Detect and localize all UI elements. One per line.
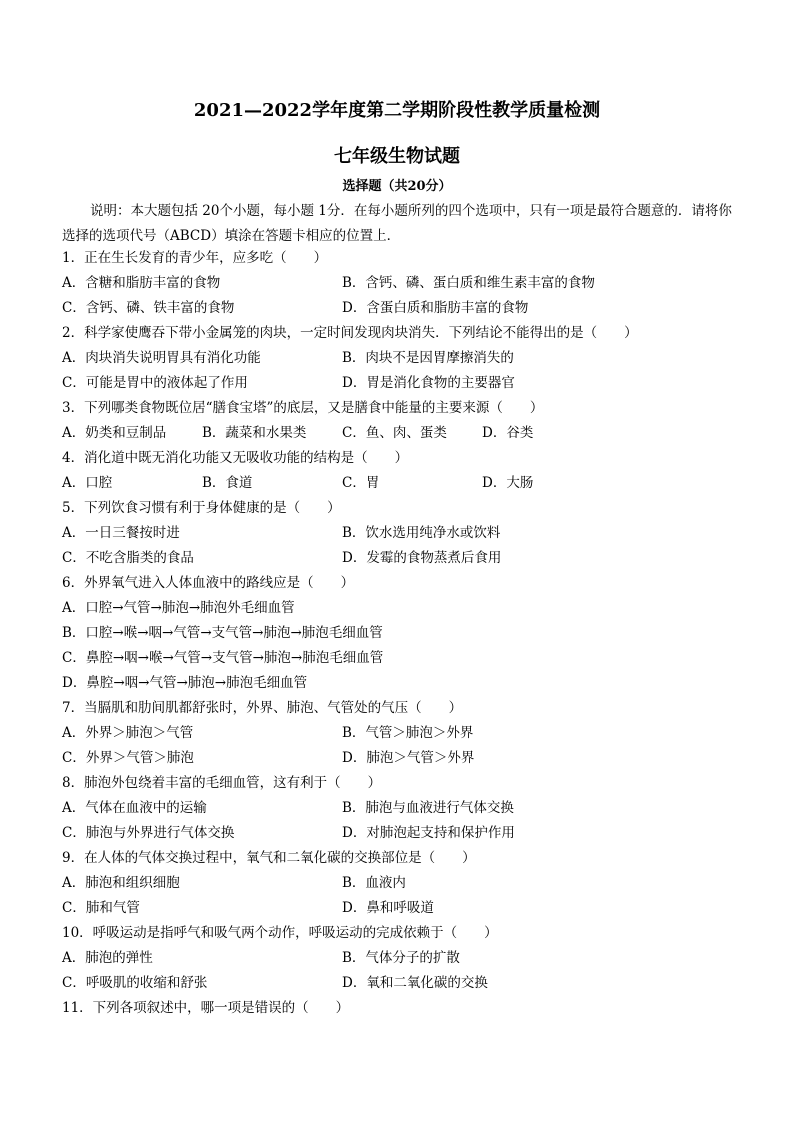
option: A．口腔 [62, 475, 113, 491]
question-stem: 11．下列各项叙述中，哪一项是错误的（ ） [62, 1000, 350, 1016]
option-row [62, 896, 742, 921]
option: B．气体分子的扩散 [342, 950, 460, 966]
option: A．奶类和豆制品 [62, 425, 167, 441]
option: D．鼻和呼吸道 [342, 900, 434, 916]
question-stem: 9．在人体的气体交换过程中，氧气和二氧化碳的交换部位是（ ） [62, 850, 476, 866]
option: D．胃是消化食物的主要器官 [342, 375, 515, 391]
option: C．外界＞气管＞肺泡 [62, 750, 194, 766]
option: A．肺泡和组织细胞 [62, 875, 180, 891]
option: D．大肠 [482, 475, 534, 491]
option: C．胃 [342, 475, 380, 491]
question-stem: 2．科学家使鹰吞下带小金属笼的肉块，一定时间发现肉块消失．下列结论不能得出的是（ ） [62, 325, 638, 341]
option: B．气管＞肺泡＞外界 [342, 725, 474, 741]
option-row [62, 521, 742, 546]
option-row [62, 546, 742, 571]
option-row [62, 271, 742, 296]
exam-title: 2021—2022学年度第二学期阶段性教学质量检测 [193, 100, 601, 121]
option-row [62, 646, 742, 671]
option: A．外界＞肺泡＞气管 [62, 725, 194, 741]
question-stem: 4．消化道中既无消化功能又无吸收功能的结构是（ ） [62, 450, 409, 466]
option-row [62, 821, 742, 846]
option: A．肺泡的弹性 [62, 950, 153, 966]
question-stem: 5．下列饮食习惯有利于身体健康的是（ ） [62, 500, 341, 516]
option: C．鼻腔→咽→喉→气管→支气管→肺泡→肺泡毛细血管 [62, 650, 384, 666]
option: D．谷类 [482, 425, 534, 441]
option-row [62, 671, 742, 696]
instructions: 说明：本大题包括 20个小题，每小题 1分．在每小题所列的四个选项中，只有一项是最符合题意的．请将你选择的选项代号（ABCD）填涂在答题卡相应的位置上． [62, 203, 732, 244]
question-list [62, 246, 742, 1021]
option-row [62, 971, 742, 996]
option: D．对肺泡起支持和保护作用 [342, 825, 515, 841]
option-row [62, 796, 742, 821]
option: C．肺泡与外界进行气体交换 [62, 825, 235, 841]
option: D．肺泡＞气管＞外界 [342, 750, 475, 766]
option-row [62, 371, 742, 396]
option: B．蔬菜和水果类 [202, 425, 307, 441]
option: A．气体在血液中的运输 [62, 800, 207, 816]
option-row [62, 946, 742, 971]
option: B．食道 [202, 475, 253, 491]
question-stem: 3．下列哪类食物既位居“膳食宝塔”的底层，又是膳食中能量的主要来源（ ） [62, 400, 544, 416]
option: B．肺泡与血液进行气体交换 [342, 800, 514, 816]
option: B．血液内 [342, 875, 406, 891]
option: C．肺和气管 [62, 900, 140, 916]
option: B．含钙、磷、蛋白质和维生素丰富的食物 [342, 275, 595, 291]
option-row [62, 471, 742, 496]
option: C．含钙、磷、铁丰富的食物 [62, 300, 235, 316]
option: D．发霉的食物蒸煮后食用 [342, 550, 502, 566]
question-stem: 10．呼吸运动是指呼气和吸气两个动作，呼吸运动的完成依赖于（ ） [62, 925, 498, 941]
option: C．呼吸肌的收缩和舒张 [62, 975, 208, 991]
option: A．肉块消失说明胃具有消化功能 [62, 350, 261, 366]
exam-subject: 七年级生物试题 [334, 146, 460, 167]
option-row [62, 346, 742, 371]
option: A．口腔→气管→肺泡→肺泡外毛细血管 [62, 600, 295, 616]
option-row [62, 746, 742, 771]
option: C．不吃含脂类的食品 [62, 550, 194, 566]
option: B．饮水选用纯净水或饮料 [342, 525, 501, 541]
option: D．氧和二氧化碳的交换 [342, 975, 488, 991]
option: A．含糖和脂肪丰富的食物 [62, 275, 221, 291]
option-row [62, 296, 742, 321]
option: D．含蛋白质和脂肪丰富的食物 [342, 300, 529, 316]
option: B．口腔→喉→咽→气管→支气管→肺泡→肺泡毛细血管 [62, 625, 383, 641]
option: A．一日三餐按时进 [62, 525, 180, 541]
option: B．肉块不是因胃摩擦消失的 [342, 350, 514, 366]
option-row [62, 871, 742, 896]
option-row [62, 421, 742, 446]
question-stem: 8．肺泡外包绕着丰富的毛细血管，这有利于（ ） [62, 775, 382, 791]
question-stem: 1．正在生长发育的青少年，应多吃（ ） [62, 250, 328, 266]
question-stem: 7．当膈肌和肋间肌都舒张时，外界、肺泡、气管处的气压（ ） [62, 700, 463, 716]
option-row [62, 596, 742, 621]
option: D．鼻腔→咽→气管→肺泡→肺泡毛细血管 [62, 675, 308, 691]
option-row [62, 721, 742, 746]
question-stem: 6．外界氧气进入人体血液中的路线应是（ ） [62, 575, 355, 591]
option: C．鱼、肉、蛋类 [342, 425, 447, 441]
option-row [62, 621, 742, 646]
option: C．可能是胃中的液体起了作用 [62, 375, 248, 391]
section-heading: 选择题（共20分） [342, 179, 452, 194]
